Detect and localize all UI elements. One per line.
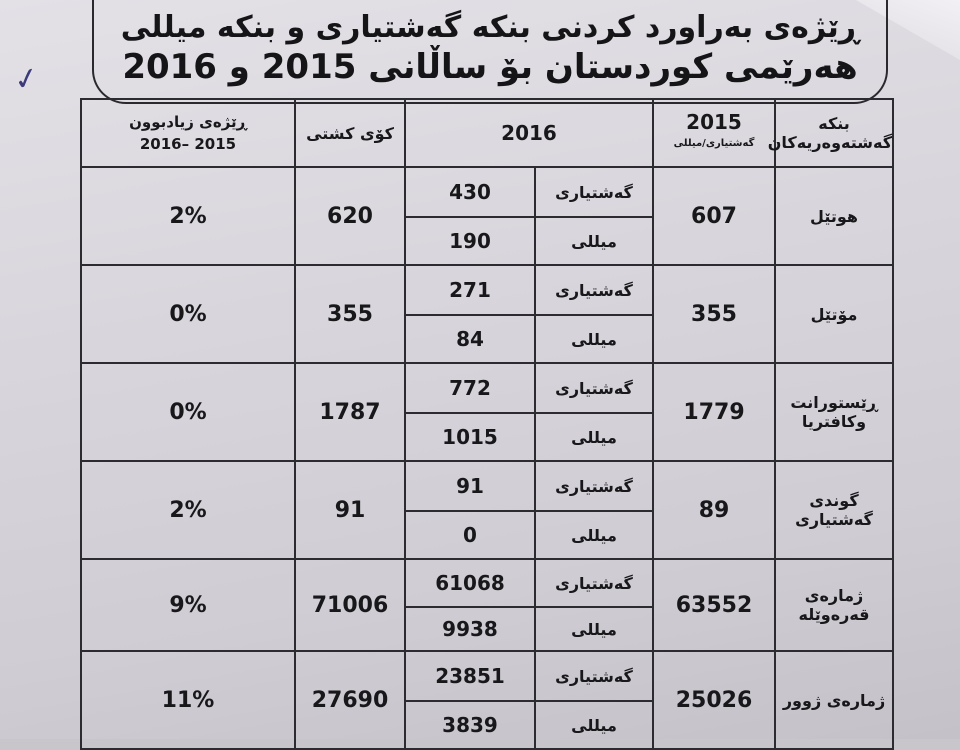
header-2015-sub: گەشتیاری/میللی: [673, 138, 755, 149]
row-total: 620: [295, 167, 405, 265]
row-local-2016: 190: [405, 217, 535, 265]
row-tourism-2016: 271: [405, 265, 535, 315]
row-local-2016: 84: [405, 315, 535, 363]
header-category: بنکە گەشتەوەریەکان: [775, 99, 893, 167]
table-row: [81, 651, 893, 701]
title-line-1: ڕێژەی بەراورد کردنی بنکە گەشتیاری و بنکە میللی: [120, 10, 860, 45]
row-label-tourism: گەشتیاری: [535, 461, 653, 511]
row-label-local: میللی: [535, 217, 653, 265]
title-line-2: هەرێمی کوردستان بۆ ساڵانی 2015 و 2016: [122, 47, 858, 87]
row-value-2015: 355: [653, 265, 775, 363]
row-label-local: میللی: [535, 701, 653, 749]
row-total: 27690: [295, 651, 405, 749]
row-tourism-2016: 23851: [405, 651, 535, 701]
row-label-tourism: گەشتیاری: [535, 559, 653, 607]
row-label-tourism: گەشتیاری: [535, 363, 653, 413]
header-increase-years: 2015 –2016: [139, 135, 237, 153]
header-2015-year: 2015: [686, 110, 742, 134]
table-row: [81, 265, 893, 315]
row-category: ژمارەی قەرەوێلە: [775, 559, 893, 651]
row-value-2015: 1779: [653, 363, 775, 461]
row-total: 1787: [295, 363, 405, 461]
row-value-2015: 607: [653, 167, 775, 265]
row-increase: 2%: [81, 167, 295, 265]
row-value-2015: 63552: [653, 559, 775, 651]
row-tourism-2016: 61068: [405, 559, 535, 607]
row-increase: 0%: [81, 265, 295, 363]
title-box: [92, 0, 888, 104]
table-row: [81, 559, 893, 607]
row-local-2016: 3839: [405, 701, 535, 749]
row-total: 91: [295, 461, 405, 559]
row-category: ڕێستورانت وکافتریا: [775, 363, 893, 461]
row-total: 71006: [295, 559, 405, 651]
header-2015: [653, 99, 775, 167]
row-tourism-2016: 772: [405, 363, 535, 413]
row-tourism-2016: 430: [405, 167, 535, 217]
row-increase: 0%: [81, 363, 295, 461]
row-total: 355: [295, 265, 405, 363]
table-row: [81, 363, 893, 413]
row-increase: 2%: [81, 461, 295, 559]
row-local-2016: 0: [405, 511, 535, 559]
table-row: [81, 461, 893, 511]
header-total: کۆی کشتی: [295, 99, 405, 167]
row-label-tourism: گەشتیاری: [535, 265, 653, 315]
row-tourism-2016: 91: [405, 461, 535, 511]
row-local-2016: 1015: [405, 413, 535, 461]
row-label-local: میللی: [535, 511, 653, 559]
row-value-2015: 25026: [653, 651, 775, 749]
row-category: مۆتێل: [775, 265, 893, 363]
comparison-table: [80, 98, 894, 750]
row-category: هوتێل: [775, 167, 893, 265]
row-value-2015: 89: [653, 461, 775, 559]
row-label-tourism: گەشتیاری: [535, 651, 653, 701]
row-category: ژمارەی ژوور: [775, 651, 893, 749]
header-2016: 2016: [405, 99, 653, 167]
table-row: [81, 167, 893, 217]
row-local-2016: 9938: [405, 607, 535, 651]
table-header-row: [81, 99, 893, 167]
row-label-local: میللی: [535, 413, 653, 461]
check-mark-icon: ✓: [10, 59, 43, 100]
row-label-local: میللی: [535, 315, 653, 363]
row-label-local: میللی: [535, 607, 653, 651]
header-increase: [81, 99, 295, 167]
row-increase: 11%: [81, 651, 295, 749]
header-increase-label: ڕێژەی زیادبوون: [129, 113, 247, 131]
row-label-tourism: گەشتیاری: [535, 167, 653, 217]
row-increase: 9%: [81, 559, 295, 651]
row-category: گوندی گەشتیاری: [775, 461, 893, 559]
